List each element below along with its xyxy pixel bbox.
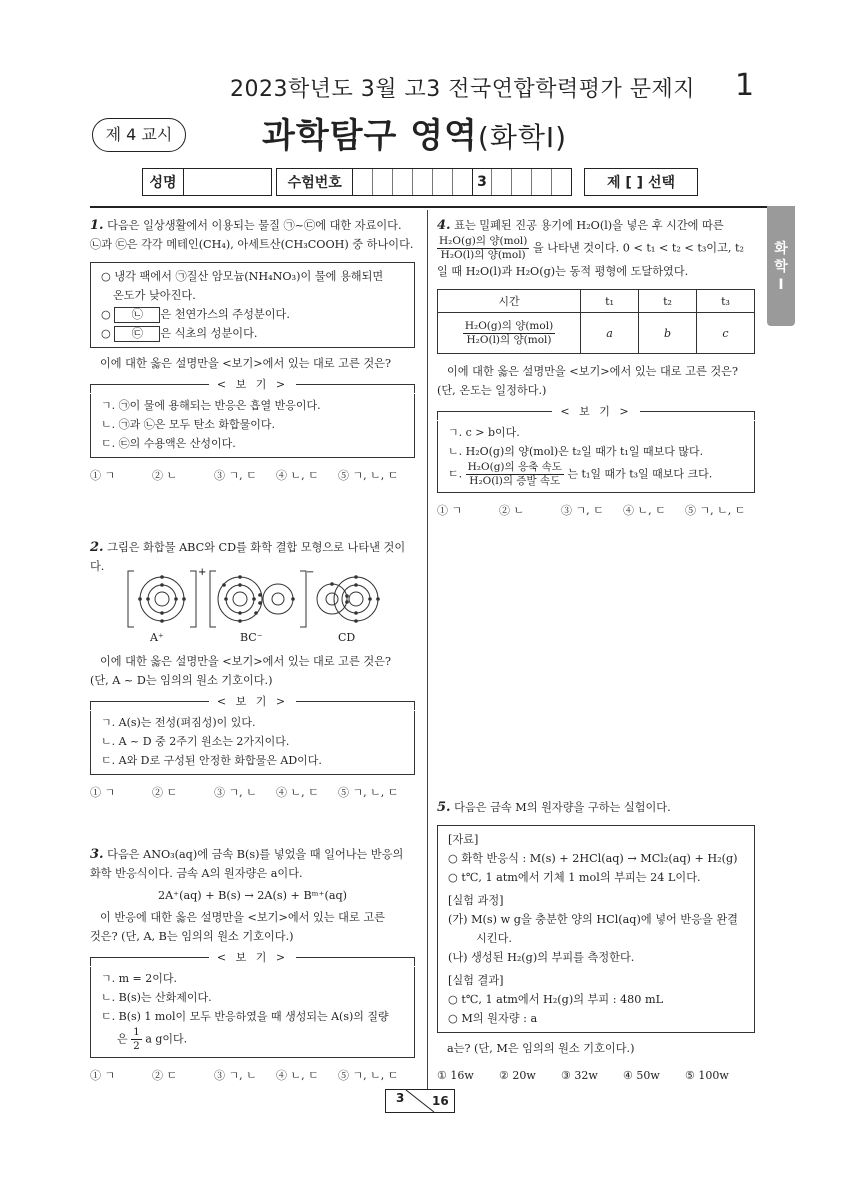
q2-bogi-title: < 보 기 > bbox=[216, 695, 289, 708]
q3-question: 이 반응에 대한 옳은 설명만을 <보기>에서 있는 대로 고른 bbox=[100, 911, 385, 924]
q4-choice[interactable]: ⑤ ㄱ, ㄴ, ㄷ bbox=[685, 504, 746, 517]
q4-table-header: t₂ bbox=[639, 290, 697, 313]
q2-choice[interactable]: ① ㄱ bbox=[90, 786, 116, 799]
q1-choice[interactable]: ① ㄱ bbox=[90, 469, 116, 482]
exam-number-cell[interactable] bbox=[373, 169, 393, 195]
q1-choice[interactable]: ⑤ ㄱ, ㄴ, ㄷ bbox=[338, 469, 399, 482]
q4-question: 이에 대한 옳은 설명만을 <보기>에서 있는 대로 고른 것은? bbox=[447, 365, 738, 378]
q4-question-2: (단, 온도는 일정하다.) bbox=[437, 384, 547, 397]
q4-bogi-fraction bbox=[466, 461, 564, 488]
q5-result-line: ○ M의 원자량 : a bbox=[448, 1012, 538, 1025]
exam-number-dash bbox=[453, 169, 473, 195]
q5-proc-line: (가) M(s) w g을 충분한 양의 HCl(aq)에 넣어 반응을 완결 bbox=[448, 913, 738, 926]
name-field[interactable] bbox=[184, 169, 271, 195]
q3-bogi-item: ㄷ. B(s) 1 mol이 모두 반응하였을 때 생성되는 A(s)의 질량 bbox=[101, 1010, 389, 1023]
q3-choice[interactable]: ⑤ ㄱ, ㄴ, ㄷ bbox=[338, 1069, 399, 1082]
q4-choice[interactable]: ① ㄱ bbox=[437, 504, 463, 517]
q3-number: 3. bbox=[90, 847, 104, 862]
q3-frac-num: 1 bbox=[133, 1026, 140, 1038]
q4-bogi-text: 는 t₁일 때가 t₃일 때보다 크다. bbox=[567, 467, 713, 481]
q5-choice[interactable]: ① 16w bbox=[437, 1069, 474, 1082]
exam-number-box bbox=[276, 168, 572, 196]
q1-bogi-item: ㄴ. ㉠과 ㉡은 모두 탄소 화합물이다. bbox=[101, 418, 275, 431]
q2-bogi-item: ㄱ. A(s)는 전성(펴짐성)이 있다. bbox=[101, 716, 256, 729]
q5-proc-line: 시킨다. bbox=[476, 932, 512, 945]
q2-choice[interactable]: ④ ㄴ, ㄷ bbox=[276, 786, 319, 799]
subject-title bbox=[262, 108, 567, 157]
q3-bogi-item bbox=[101, 1026, 404, 1053]
q1-bogi-item: ㄷ. ㉢의 수용액은 산성이다. bbox=[101, 437, 236, 450]
q1-bogi-header bbox=[90, 375, 415, 394]
q1-blank-2: ㉡ bbox=[114, 307, 160, 323]
q5-choices bbox=[437, 1066, 755, 1085]
q5-choice[interactable]: ④ 50w bbox=[623, 1069, 660, 1082]
q2-bond-model-figure bbox=[120, 565, 410, 637]
q3-bogi-box bbox=[90, 967, 415, 1058]
question-3 bbox=[90, 845, 415, 1085]
q1-box-text: 은 식초의 성분이다. bbox=[160, 327, 258, 340]
q2-bogi-box bbox=[90, 711, 415, 775]
q3-choice[interactable]: ④ ㄴ, ㄷ bbox=[276, 1069, 319, 1082]
period-badge: 제 4 교시 bbox=[92, 118, 186, 152]
q1-question: 이에 대한 옳은 설명만을 <보기>에서 있는 대로 고른 것은? bbox=[100, 357, 391, 370]
a-plus-charge: + bbox=[198, 567, 207, 578]
exam-number-cell[interactable] bbox=[552, 169, 571, 195]
q5-choice[interactable]: ② 20w bbox=[499, 1069, 536, 1082]
q4-table-frac-num: H₂O(g)의 양(mol) bbox=[464, 319, 554, 332]
q4-stem-3: 일 때 H₂O(l)과 H₂O(g)는 동적 평형에 도달하였다. bbox=[437, 265, 689, 278]
q4-fraction bbox=[437, 235, 529, 262]
q1-choice[interactable]: ④ ㄴ, ㄷ bbox=[276, 469, 319, 482]
q1-box-line: ○ ㉢ 은 식초의 성분이다. bbox=[101, 327, 258, 340]
subject-sub: (화학Ⅰ) bbox=[477, 121, 568, 154]
q1-blank-3: ㉢ bbox=[114, 326, 160, 342]
q3-equation: 2A⁺(aq) + B(s) → 2A(s) + Bᵐ⁺(aq) bbox=[157, 889, 348, 902]
q3-question-2: 것은? (단, A, B는 임의의 원소 기호이다.) bbox=[90, 930, 294, 943]
q2-choice[interactable]: ② ㄷ bbox=[152, 786, 178, 799]
q1-box-line: 온도가 낮아진다. bbox=[113, 289, 196, 302]
q4-frac-num: H₂O(g)의 양(mol) bbox=[439, 235, 528, 247]
q1-box-line: ○ ㉡ 은 천연가스의 주성분이다. bbox=[101, 308, 290, 321]
q3-bogi-title: < 보 기 > bbox=[216, 951, 289, 964]
q2-label-bc: BC⁻ bbox=[240, 631, 263, 644]
column-divider bbox=[427, 210, 428, 1090]
q4-bogi-header bbox=[437, 402, 755, 421]
q3-choice[interactable]: ③ ㄱ, ㄴ bbox=[214, 1069, 257, 1082]
name-box bbox=[142, 168, 272, 196]
q2-question: 이에 대한 옳은 설명만을 <보기>에서 있는 대로 고른 것은? bbox=[100, 655, 391, 668]
q5-choice[interactable]: ⑤ 100w bbox=[685, 1069, 729, 1082]
q5-experiment-box bbox=[437, 825, 755, 1033]
q4-table-cell: c bbox=[697, 313, 755, 354]
q1-box-text: 은 천연가스의 주성분이다. bbox=[160, 308, 290, 321]
q1-stem: 다음은 일상생활에서 이용되는 물질 ㉠~㉢에 대한 자료이다. bbox=[107, 219, 402, 232]
q4-bogi-frac-den: H₂O(l)의 증발 속도 bbox=[469, 475, 561, 487]
q1-choice[interactable]: ③ ㄱ, ㄷ bbox=[214, 469, 257, 482]
q5-number: 5. bbox=[437, 800, 451, 815]
q4-bogi-item bbox=[448, 461, 744, 488]
question-1 bbox=[90, 216, 415, 485]
electrons bbox=[138, 575, 380, 623]
q4-table bbox=[437, 289, 755, 354]
header-rule bbox=[90, 206, 785, 208]
q5-proc-line: (나) 생성된 H₂(g)의 부피를 측정한다. bbox=[448, 951, 635, 964]
q1-info-box bbox=[90, 262, 415, 348]
q2-bogi-item: ㄴ. A ~ D 중 2주기 원소는 2가지이다. bbox=[101, 735, 290, 748]
exam-number-cell[interactable] bbox=[413, 169, 433, 195]
q4-bogi-item: ㄴ. H₂O(g)의 양(mol)은 t₂일 때가 t₁일 때보다 많다. bbox=[448, 445, 704, 458]
q3-bogi-item: ㄱ. m = 2이다. bbox=[101, 972, 178, 985]
q1-choice[interactable]: ② ㄴ bbox=[152, 469, 178, 482]
q2-number: 2. bbox=[90, 540, 104, 555]
q4-table-header: 시간 bbox=[438, 290, 581, 313]
q1-box-line: ○ 냉각 팩에서 ㉠질산 암모늄(NH₄NO₃)이 물에 용해되면 bbox=[101, 270, 384, 283]
side-tab-char: 학 bbox=[774, 259, 788, 275]
q1-choices bbox=[90, 466, 415, 485]
q2-bogi-item: ㄷ. A와 D로 구성된 안정한 화합물은 AD이다. bbox=[101, 754, 322, 767]
q2-label-a: A⁺ bbox=[150, 631, 164, 644]
side-tab-char: 화 bbox=[774, 241, 788, 257]
q4-number: 4. bbox=[437, 218, 451, 233]
q4-bogi-item: ㄱ. c > b이다. bbox=[448, 426, 520, 439]
q2-choice[interactable]: ③ ㄱ, ㄴ bbox=[214, 786, 257, 799]
q3-stem: 다음은 ANO₃(aq)에 금속 B(s)를 넣었을 때 일어나는 반응의 bbox=[107, 848, 404, 861]
q2-choices bbox=[90, 783, 415, 802]
q4-choice[interactable]: ③ ㄱ, ㄷ bbox=[561, 504, 604, 517]
q4-choices bbox=[437, 501, 755, 520]
name-label: 성명 bbox=[143, 169, 184, 195]
exam-number-cell[interactable] bbox=[492, 169, 512, 195]
side-tab-char: Ⅰ bbox=[778, 277, 784, 293]
q3-fraction bbox=[131, 1026, 142, 1053]
exam-number-fixed-digit: 3 bbox=[473, 169, 493, 195]
subject-side-tab bbox=[767, 206, 795, 326]
page-number: 1 bbox=[735, 68, 755, 103]
q4-table-cell: b bbox=[639, 313, 697, 354]
page-current: 3 bbox=[396, 1091, 405, 1105]
page-total: 16 bbox=[432, 1094, 449, 1108]
q3-stem-2: 화학 반응식이다. 금속 A의 원자량은 a이다. bbox=[90, 867, 303, 880]
q4-bogi-title: < 보 기 > bbox=[560, 405, 632, 418]
q5-data-label: [자료] bbox=[448, 833, 479, 846]
q2-bogi-header bbox=[90, 692, 415, 711]
q4-choice[interactable]: ② ㄴ bbox=[499, 504, 525, 517]
q3-frac-den: 2 bbox=[133, 1040, 140, 1052]
exam-number-cell[interactable] bbox=[433, 169, 453, 195]
q2-choice[interactable]: ⑤ ㄱ, ㄴ, ㄷ bbox=[338, 786, 399, 799]
q1-stem-2: ㉡과 ㉢은 각각 메테인(CH₄), 아세트산(CH₃COOH) 중 하나이다. bbox=[90, 238, 414, 251]
q2-stem: 그림은 화합물 ABC와 CD를 화학 결합 모형으로 나타낸 것이다. bbox=[90, 541, 406, 573]
question-5 bbox=[437, 798, 755, 1085]
q3-bogi-item: ㄴ. B(s)는 산화제이다. bbox=[101, 991, 212, 1004]
q4-table-header: t₁ bbox=[581, 290, 639, 313]
q5-result-label: [실험 결과] bbox=[448, 974, 504, 987]
bc-minus-charge: − bbox=[306, 567, 315, 578]
q4-frac-den: H₂O(l)의 양(mol) bbox=[440, 249, 526, 261]
choice-box[interactable]: 제 [ ] 선택 bbox=[584, 168, 698, 196]
exam-number-label: 수험번호 bbox=[277, 169, 353, 195]
q5-stem: 다음은 금속 M의 원자량을 구하는 실험이다. bbox=[454, 801, 671, 814]
q4-table-cell: a bbox=[581, 313, 639, 354]
q5-question: a는? (단, M은 임의의 원소 기호이다.) bbox=[447, 1042, 635, 1055]
question-4 bbox=[437, 216, 755, 520]
page-counter bbox=[385, 1089, 455, 1113]
q3-bogi-text: a g이다. bbox=[145, 1032, 188, 1046]
q4-bogi-text: ㄷ. bbox=[448, 467, 463, 481]
q1-bogi-item: ㄱ. ㉠이 물에 용해되는 반응은 흡열 반응이다. bbox=[101, 399, 321, 412]
q4-stem: 표는 밀폐된 진공 용기에 H₂O(l)을 넣은 후 시간에 따른 bbox=[454, 219, 724, 232]
subject-main: 과학탐구 영역 bbox=[262, 116, 478, 156]
q5-proc-label: [실험 과정] bbox=[448, 894, 504, 907]
q4-bogi-frac-num: H₂O(g)의 응축 속도 bbox=[467, 461, 562, 473]
q3-choice[interactable]: ① ㄱ bbox=[90, 1069, 116, 1082]
q4-stem-line-2 bbox=[437, 235, 755, 262]
q1-bogi-title: < 보 기 > bbox=[216, 378, 289, 391]
q3-bogi-text: 은 bbox=[117, 1032, 128, 1046]
q5-data-line: ○ 화학 반응식 : M(s) + 2HCl(aq) → MCl₂(aq) + H₂(g) bbox=[448, 852, 738, 865]
q1-bogi-box bbox=[90, 394, 415, 458]
q5-data-line: ○ t℃, 1 atm에서 기체 1 mol의 부피는 24 L이다. bbox=[448, 871, 701, 884]
q4-table-header: t₃ bbox=[697, 290, 755, 313]
exam-number-cell[interactable] bbox=[353, 169, 373, 195]
exam-title: 2023학년도 3월 고3 전국연합학력평가 문제지 bbox=[230, 77, 695, 102]
q2-label-cd: CD bbox=[338, 631, 356, 644]
exam-number-cell[interactable] bbox=[393, 169, 413, 195]
q3-choices bbox=[90, 1066, 415, 1085]
exam-number-cell[interactable] bbox=[532, 169, 552, 195]
q2-question-2: (단, A ~ D는 임의의 원소 기호이다.) bbox=[90, 674, 273, 687]
a-plus-model bbox=[128, 571, 196, 627]
question-2-body bbox=[90, 652, 415, 802]
q3-bogi-header bbox=[90, 948, 415, 967]
exam-number-cell[interactable] bbox=[512, 169, 532, 195]
q4-stem-text: 을 나타낸 것이다. 0 < t₁ < t₂ < t₃이고, t₂ bbox=[532, 241, 745, 255]
q5-choice[interactable]: ③ 32w bbox=[561, 1069, 598, 1082]
q1-number: 1. bbox=[90, 218, 104, 233]
q4-table-frac-den: H₂O(l)의 양(mol) bbox=[466, 333, 552, 346]
q4-choice[interactable]: ④ ㄴ, ㄷ bbox=[623, 504, 666, 517]
q3-choice[interactable]: ② ㄷ bbox=[152, 1069, 178, 1082]
q4-bogi-box bbox=[437, 421, 755, 493]
q4-table-row-label bbox=[438, 313, 581, 354]
q5-result-line: ○ t℃, 1 atm에서 H₂(g)의 부피 : 480 mL bbox=[448, 993, 663, 1006]
